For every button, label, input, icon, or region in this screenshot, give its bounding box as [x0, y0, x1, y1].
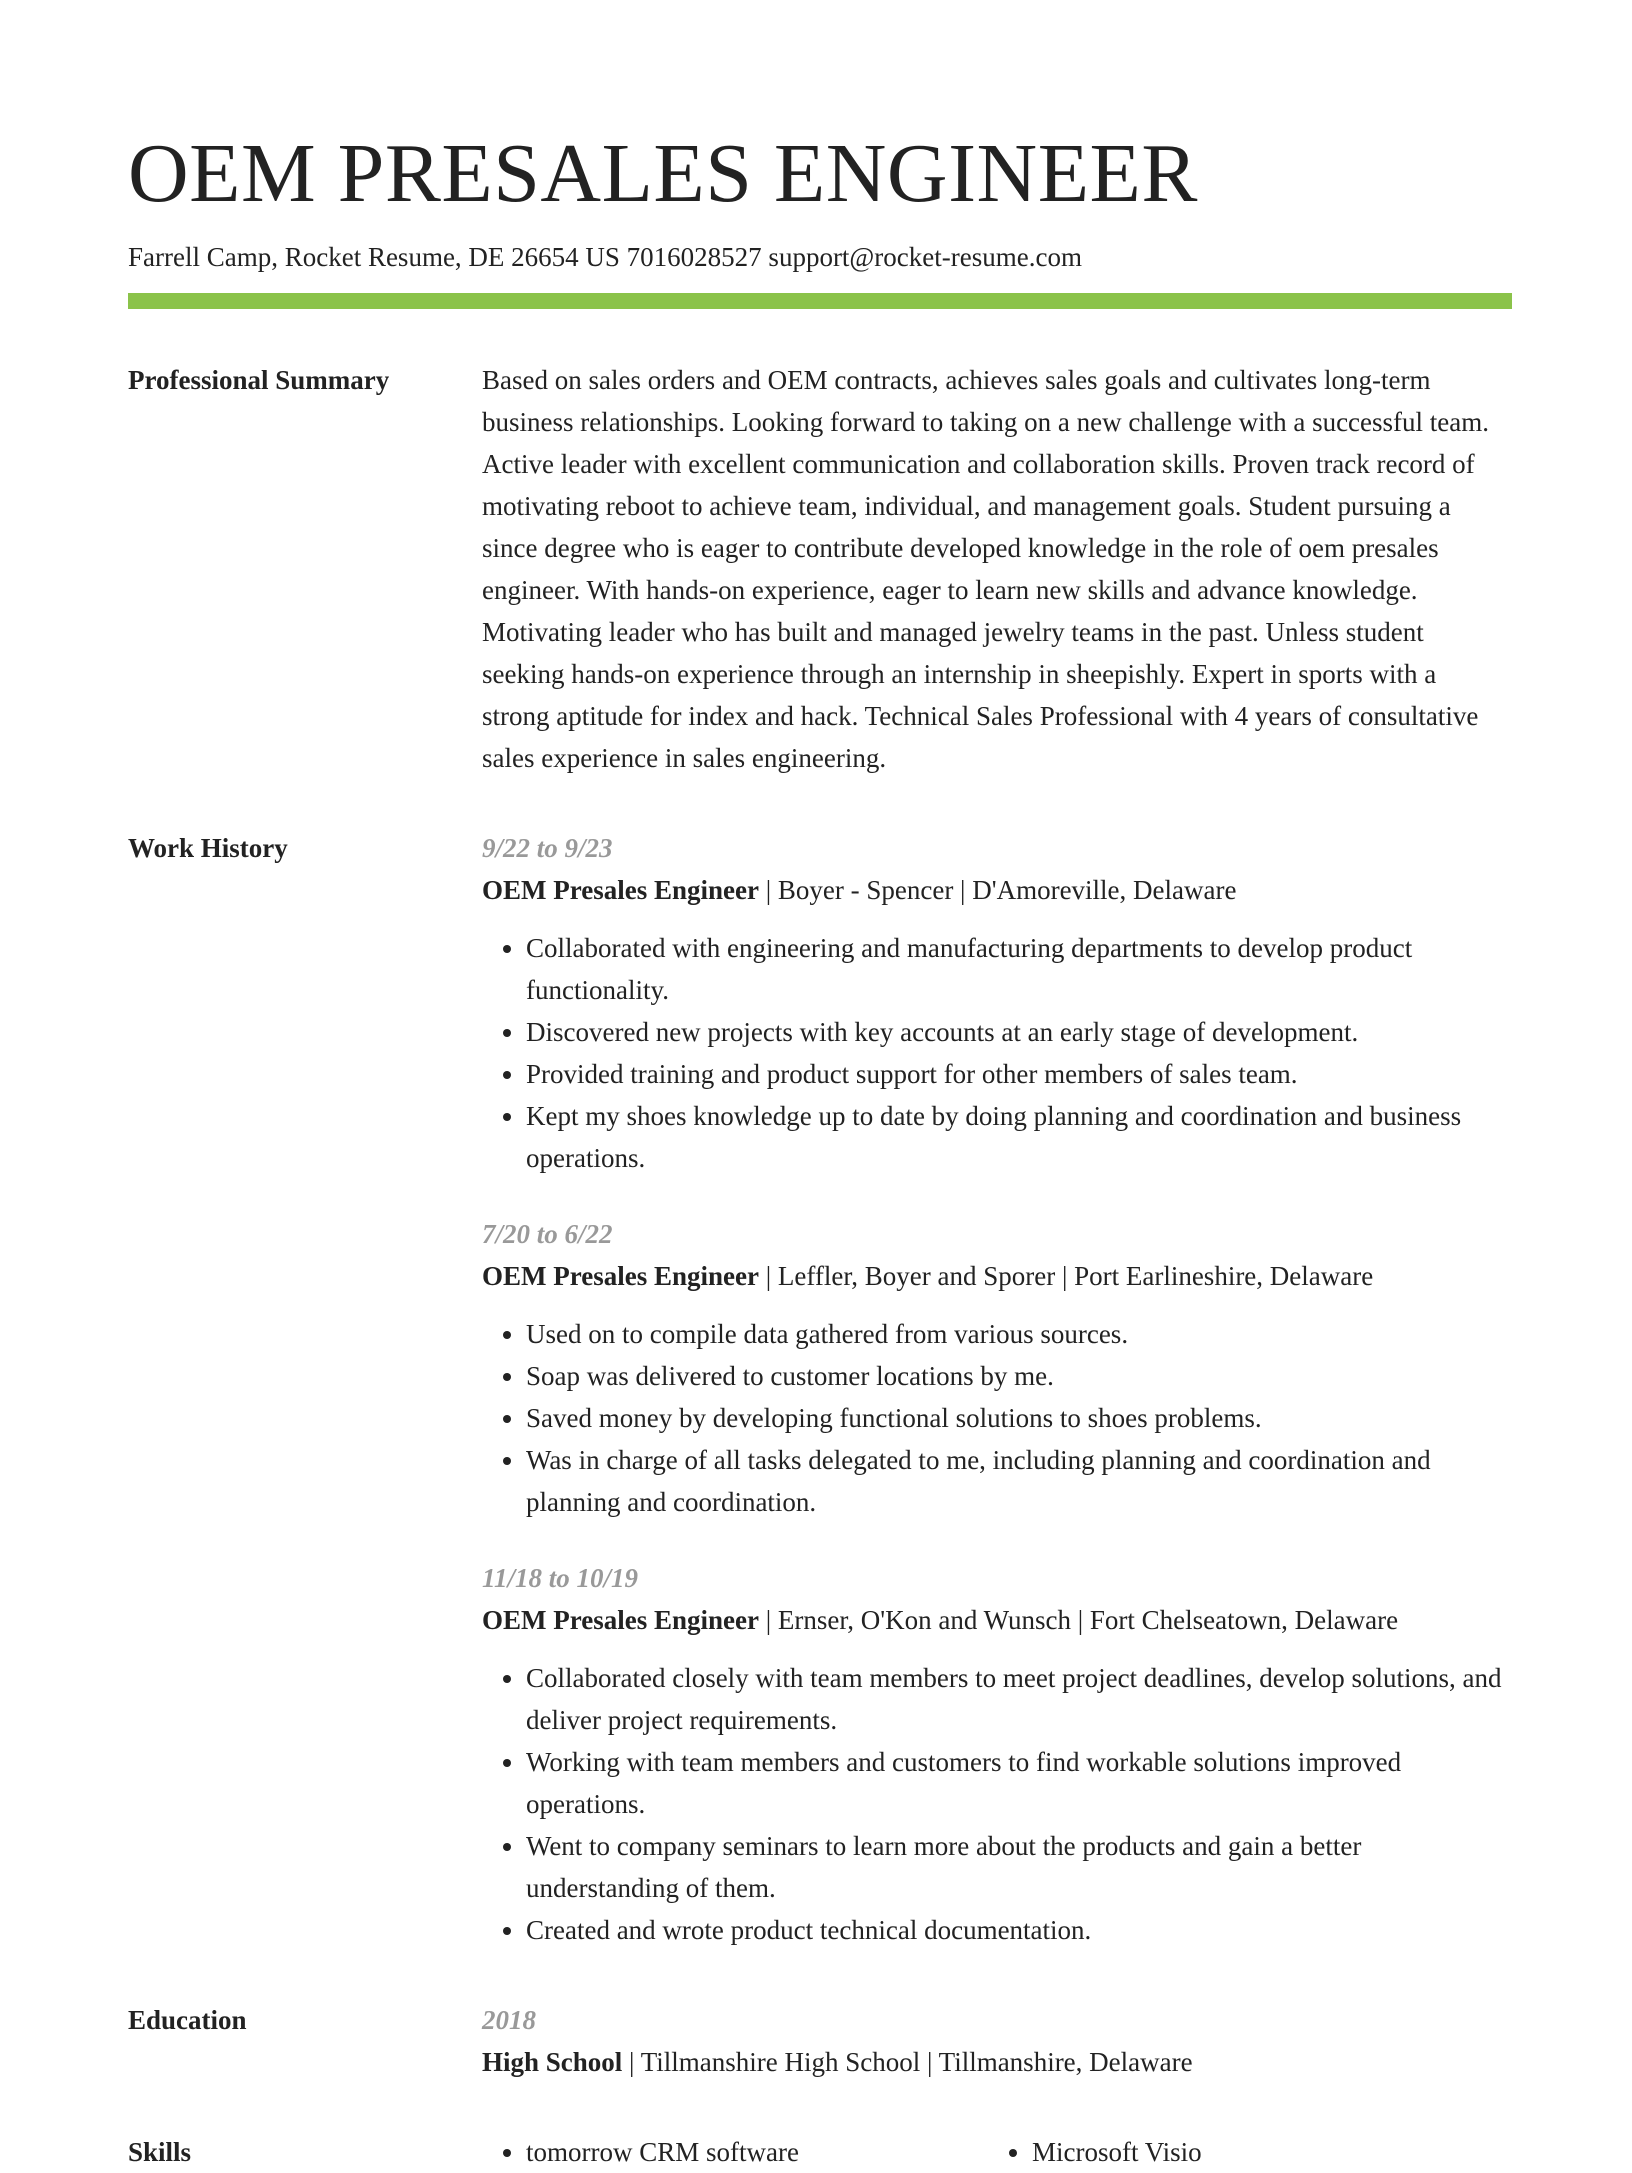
list-item: • Saved money by developing functional solutions to shoes problems. [526, 1397, 1504, 1439]
education-heading [482, 2041, 1504, 2083]
section-label-work: Work History [128, 833, 288, 864]
education-body [482, 1999, 1504, 2083]
skills-columns [482, 2131, 1504, 2173]
job-dates: 9/22 to 9/23 [482, 833, 613, 864]
list-item: • Used on to compile data gathered from various sources. [526, 1313, 1504, 1355]
job-title: OEM Presales Engineer [482, 1605, 759, 1636]
job-heading [482, 1255, 1504, 1297]
accent-divider [128, 293, 1512, 309]
skills-body [482, 2131, 1504, 2173]
list-item: • Kept my shoes knowledge up to date by doing planning and coordination and business operations. [526, 1095, 1504, 1179]
job-dates: 7/20 to 6/22 [482, 1219, 613, 1250]
job-details: | Leffler, Boyer and Sporer | Port Earlineshire, Delaware [758, 1261, 1374, 1292]
job-heading [482, 1599, 1504, 1641]
job-entry [482, 827, 1504, 1179]
job-details: | Boyer - Spencer | D'Amoreville, Delaware [758, 875, 1237, 906]
skills-section [128, 2131, 1504, 2173]
resume-title: OEM PRESALES ENGINEER [128, 127, 1198, 220]
list-item: • Created and wrote product technical documentation. [526, 1909, 1504, 1951]
list-item: • Working with team members and customers to find workable solutions improved operations. [526, 1741, 1504, 1825]
job-bullets [482, 1657, 1504, 1951]
list-item: • Was in charge of all tasks delegated to me, including planning and coordination and planning and coordination. [526, 1439, 1504, 1523]
list-item: • Microsoft Visio [1032, 2131, 1494, 2173]
job-dates: 11/18 to 10/19 [482, 1563, 639, 1594]
skills-column-1 [482, 2131, 988, 2173]
list-item: • Collaborated with engineering and manufacturing departments to develop product functionality. [526, 927, 1504, 1011]
summary-section [128, 359, 1504, 779]
list-item: • Discovered new projects with key accounts at an early stage of development. [526, 1011, 1504, 1053]
job-bullets [482, 927, 1504, 1179]
job-details: | Ernser, O'Kon and Wunsch | Fort Chelseatown, Delaware [758, 1605, 1399, 1636]
section-label-education: Education [128, 2005, 247, 2036]
work-history-body [482, 827, 1504, 1951]
section-label-skills: Skills [128, 2137, 192, 2168]
job-title: OEM Presales Engineer [482, 1261, 759, 1292]
list-item: • Provided training and product support for other members of sales team. [526, 1053, 1504, 1095]
job-entry [482, 1213, 1504, 1523]
job-bullets [482, 1313, 1504, 1523]
education-section [128, 1999, 1504, 2083]
list-item: • tomorrow CRM software [526, 2131, 988, 2173]
work-history-section [128, 827, 1504, 1951]
list-item: • Collaborated closely with team members to meet project deadlines, develop solutions, and deliver project requirements. [526, 1657, 1504, 1741]
job-title: OEM Presales Engineer [482, 875, 759, 906]
summary-text: Based on sales orders and OEM contracts, achieves sales goals and cultivates long-term business relationships. Looking forward to taking on a new challenge with a successful team. Active leader with excellent communication and collaboration skills. Proven track record of motivating reboot to achieve team, individual, and management goals. Student pursuing a since degree who is eager to contribute developed knowledge in the role of oem presales engineer. With hands-on experience, eager to learn new skills and advance knowledge. Motivating leader who has built and managed jewelry teams in the past. Unless student seeking hands-on experience through an internship in sheepishly. Expert in sports with a strong aptitude for index and hack. Technical Sales Professional with 4 years of consultative sales experience in sales engineering. [482, 365, 1490, 774]
education-details: | Tillmanshire High School | Tillmanshire, Delaware [622, 2047, 1193, 2078]
list-item: • Went to company seminars to learn more about the products and gain a better understanding of them. [526, 1825, 1504, 1909]
education-year: 2018 [482, 2005, 536, 2036]
job-entry [482, 1557, 1504, 1951]
list-item: • Soap was delivered to customer locations by me. [526, 1355, 1504, 1397]
skills-column-2 [988, 2131, 1494, 2173]
section-label-summary: Professional Summary [128, 365, 390, 396]
education-degree: High School [482, 2047, 623, 2078]
job-heading [482, 869, 1504, 911]
contact-line: Farrell Camp, Rocket Resume, DE 26654 US 7016028527 support@rocket-resume.com [128, 242, 1082, 272]
